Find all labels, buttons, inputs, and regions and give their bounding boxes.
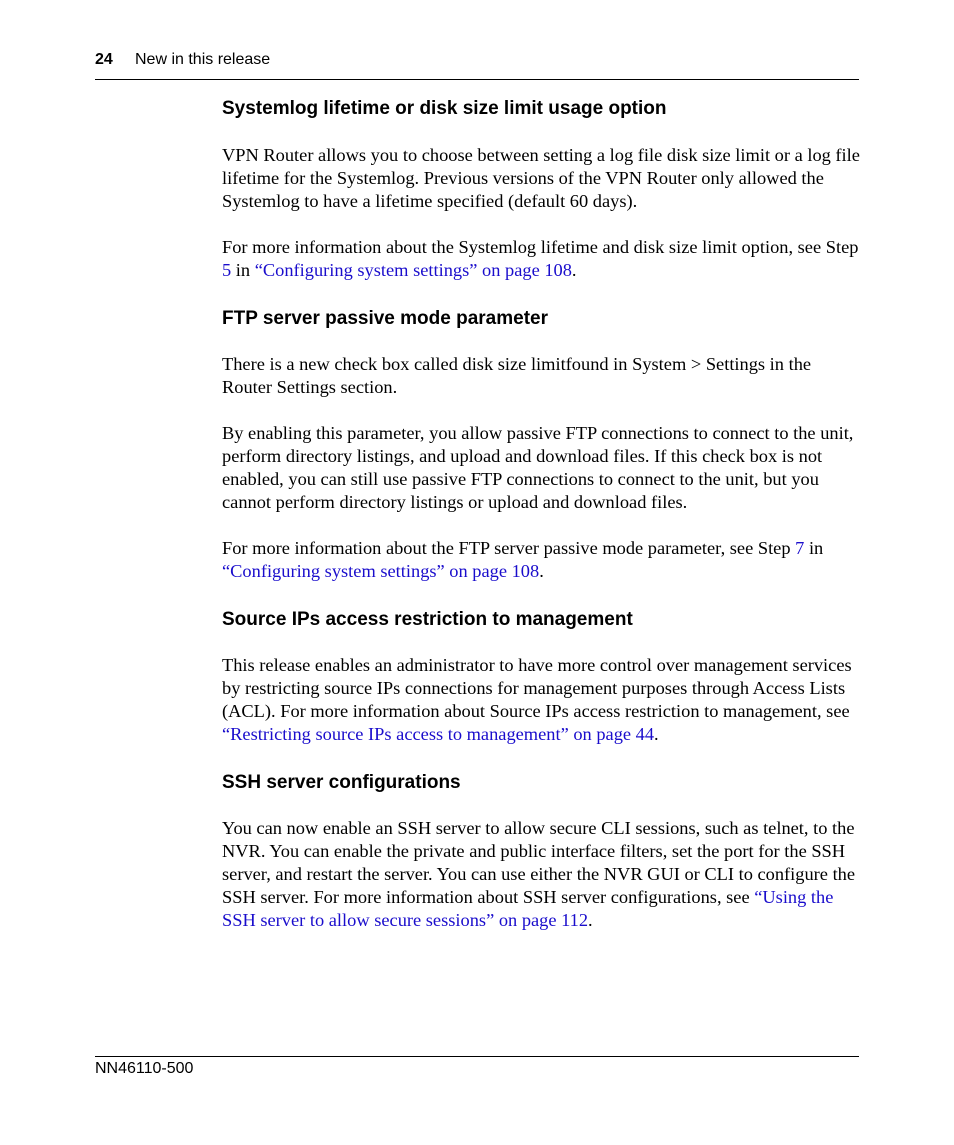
step-link[interactable]: 7: [795, 538, 805, 558]
cross-reference-link[interactable]: “Restricting source IPs access to management” on page 44: [222, 724, 655, 744]
cross-reference-link[interactable]: “Configuring system settings” on page 108: [222, 561, 540, 581]
paragraph: By enabling this parameter, you allow passive FTP connections to connect to the unit, perform directory listings, and upload and download files. If this check box is not enabled, you can still use passive FTP connections to connect to the unit, but you cannot perform directory listings or upload and download files.: [222, 423, 854, 512]
page-number: 24: [95, 51, 113, 68]
section-heading: Source IPs access restriction to management: [222, 609, 633, 630]
cross-reference-link[interactable]: “Using the SSH server to allow secure sessions” on page 112: [222, 887, 834, 930]
paragraph: There is a new check box called disk size limitfound in System > Settings in the Router Settings section.: [222, 354, 812, 397]
paragraph: You can now enable an SSH server to allow secure CLI sessions, such as telnet, to the NVR. You can enable the private and public interface filters, set the port for the SSH server, and restart the server. You can use either the NVR GUI or CLI to configure the SSH server. For more information about SSH server configurations, see “Using the SSH server to allow secure sessions” on page 112.: [222, 818, 856, 930]
page-header: [95, 51, 859, 69]
running-title: New in this release: [135, 51, 271, 68]
document-number: NN46110-500: [95, 1060, 194, 1077]
main-content: [222, 96, 862, 932]
section-heading: Systemlog lifetime or disk size limit usage option: [222, 98, 667, 119]
paragraph: This release enables an administrator to have more control over management services by restricting source IPs connections for management purposes through Access Lists (ACL). For more information about Source IPs access restriction to management, see “Restricting source IPs access to management” on page 44.: [222, 655, 852, 744]
footer-rule: [95, 1056, 859, 1057]
section-heading: FTP server passive mode parameter: [222, 308, 548, 329]
paragraph: VPN Router allows you to choose between setting a log file disk size limit or a log file lifetime for the Systemlog. Previous versions of the VPN Router only allowed the Systemlog to have a lifetime specified (default 60 days).: [222, 145, 860, 211]
cross-reference-link[interactable]: “Configuring system settings” on page 108: [254, 260, 572, 280]
paragraph: For more information about the Systemlog lifetime and disk size limit option, see Step 5 in “Configuring system settings” on page 108.: [222, 237, 859, 280]
header-rule: [95, 79, 859, 80]
step-link[interactable]: 5: [222, 260, 232, 280]
section-heading: SSH server configurations: [222, 772, 461, 793]
paragraph: For more information about the FTP server passive mode parameter, see Step 7 in “Configuring system settings” on page 108.: [222, 538, 824, 581]
